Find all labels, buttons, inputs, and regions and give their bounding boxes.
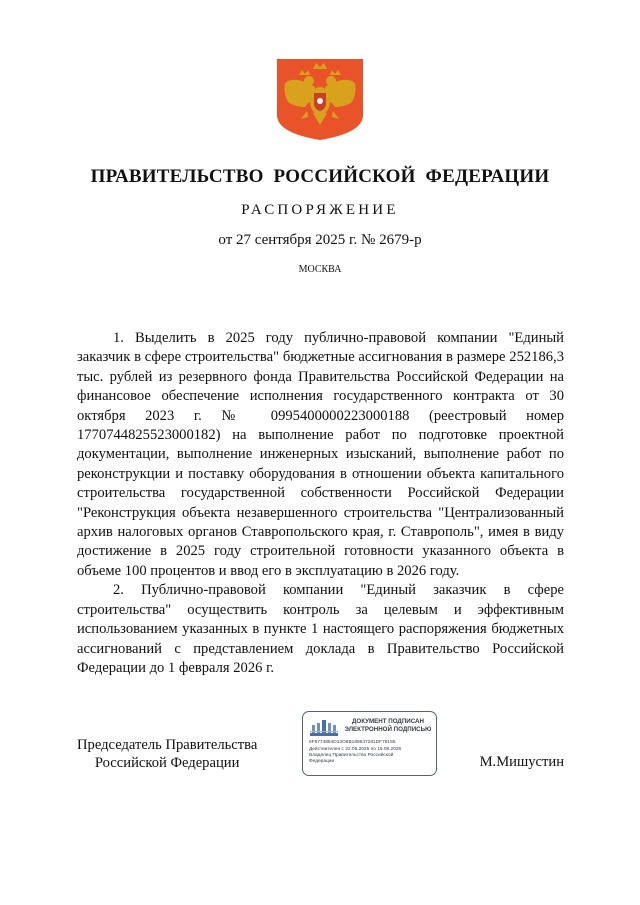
stamp-title bbox=[343, 718, 433, 733]
paragraph-2: 2. Публично-правовой компании "Единый заказчик в сфере строительства" осуществить контроль за целевым и эффективным использованием указанных в пункте 1 настоящего распоряжения бюджетных ассигнований с представлением доклада в Правительство Российской Федерации до 1 февраля 2026 г. bbox=[77, 582, 564, 676]
stamp-validity: Действителен с 22.05.2025 по 15.08.2026 bbox=[309, 747, 402, 752]
stamp-serial-number: 6F6774884D13O6B188647281DF79155 bbox=[309, 740, 396, 745]
signer-name: М.Мишустин bbox=[479, 754, 564, 770]
stamp-owner-line-2: Федерации bbox=[309, 759, 335, 764]
paragraph-1: 1. Выделить в 2025 году публично-правовой компании "Единый заказчик в сфере строительства" бюджетные ассигнования в размере 252186,3 тыс. рублей из резервного фонда Правительства Российской Федерации на финансовое обеспечение исполнения государственного контракта от 30 октября 2023 г. № 0995400000223000188 (реестровый номер 1770744825523000182) на выполнение работ по подготовке проектной документации, выполнение инженерных изысканий, выполнение работ по реконструкции и поставку оборудования в отношении объекта капитального строительства государственной собственности Российской Федерации "Реконструкция объекта незавершенного строительства "Централизованный архив налоговых органов Ставропольского края, г. Ставрополь", имея в виду достижение в 2025 году строительной готовности указанного объекта в объеме 100 процентов и ввод его в эксплуатацию в 2026 году. bbox=[77, 330, 564, 579]
signer-position bbox=[77, 736, 257, 772]
stamp-title-line-1: ДОКУМЕНТ ПОДПИСАН bbox=[352, 718, 424, 725]
document-date-number: от 27 сентября 2025 г. № 2679-р bbox=[218, 232, 422, 248]
government-title: ПРАВИТЕЛЬСТВО РОССИЙСКОЙ ФЕДЕРАЦИИ bbox=[90, 166, 550, 187]
stamp-title-line-2: ЭЛЕКТРОННОЙ ПОДПИСЬЮ bbox=[344, 725, 432, 733]
electronic-signature-stamp bbox=[302, 711, 437, 776]
government-building-icon bbox=[309, 717, 339, 737]
signer-position-line-1: Председатель Правительства bbox=[77, 737, 258, 753]
coat-of-arms-emblem bbox=[275, 57, 365, 141]
russian-coat-of-arms-icon bbox=[275, 57, 365, 141]
document-city: МОСКВА bbox=[298, 264, 342, 275]
signer-position-line-2: Российской Федерации bbox=[94, 755, 240, 771]
document-body bbox=[77, 329, 564, 678]
document-type: РАСПОРЯЖЕНИЕ bbox=[241, 202, 399, 218]
stamp-owner-line-1: Владелец Правительство Российской bbox=[309, 753, 394, 758]
